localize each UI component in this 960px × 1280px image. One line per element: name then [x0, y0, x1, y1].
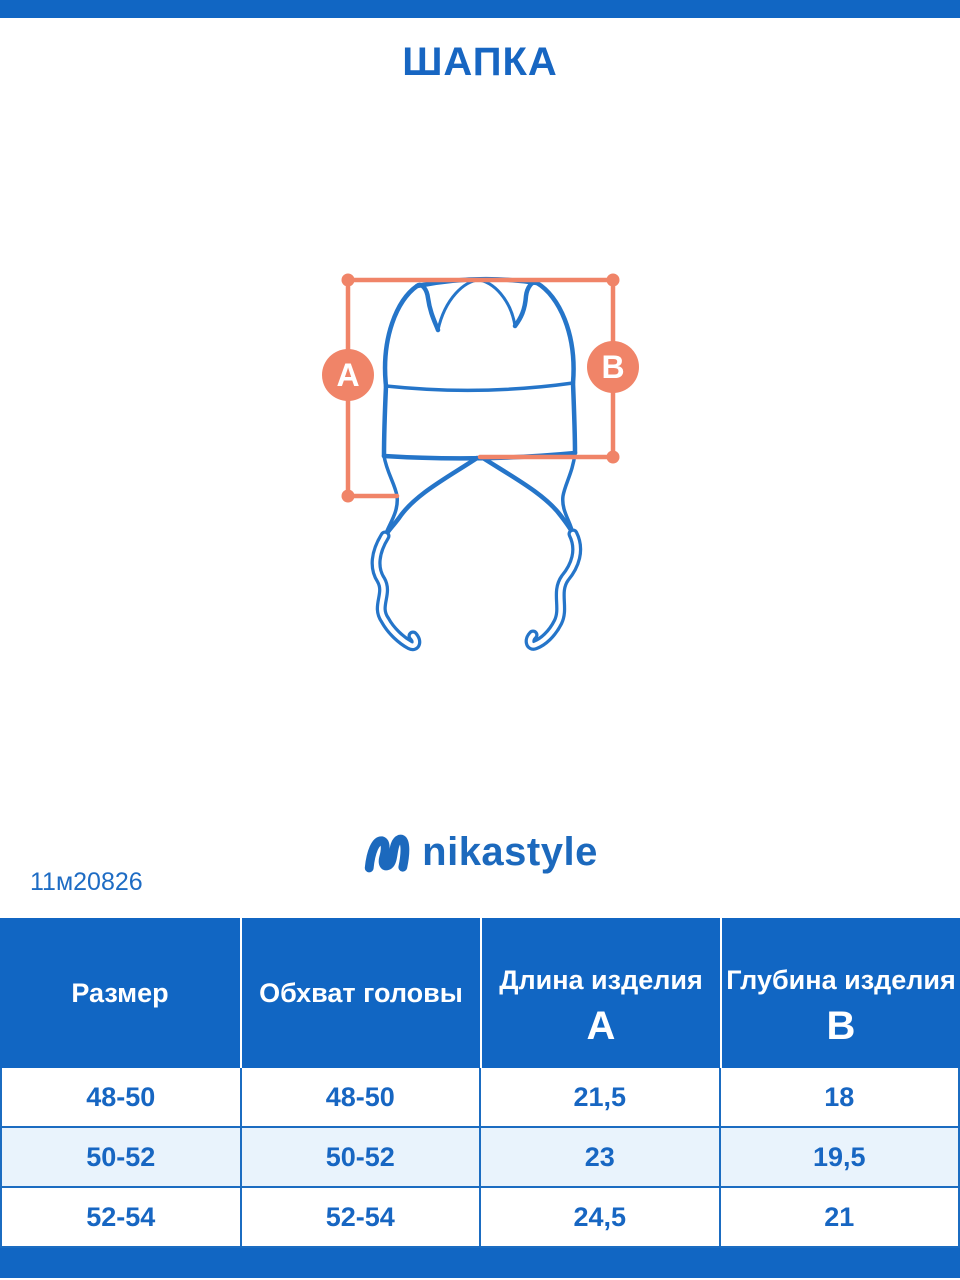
table-row — [2, 1068, 958, 1128]
cell-size: 52-54 — [86, 1201, 156, 1232]
column-header-head-circumference — [240, 918, 480, 1068]
size-table-header-row — [0, 918, 960, 1068]
column-header-label: Обхват головы — [259, 977, 463, 1008]
brand-logo — [0, 826, 960, 878]
cell-head-circumference: 52-54 — [240, 1188, 480, 1246]
nikastyle-logo-icon — [362, 830, 410, 874]
column-header-label: Глубина изделия — [726, 964, 956, 995]
column-header-depth-b — [720, 918, 960, 1068]
column-header-size — [0, 918, 240, 1068]
measure-label-b: B — [601, 349, 625, 385]
cell-head-circumference: 50-52 — [240, 1128, 480, 1186]
hat-ties — [376, 534, 577, 646]
measure-label-a: A — [336, 357, 360, 393]
cell-length-a: 24,5 — [479, 1188, 719, 1246]
cell-head-circumference: 48-50 — [240, 1068, 480, 1126]
cell-length-a: 23 — [479, 1128, 719, 1186]
measure-badge-b — [587, 341, 639, 393]
cell-depth-b: 21 — [719, 1188, 959, 1246]
page-title: ШАПКА — [402, 40, 558, 84]
measurement-dots — [342, 274, 620, 503]
cell-size: 50-52 — [86, 1141, 156, 1172]
column-header-letter-b: В — [826, 1003, 856, 1048]
size-table-body — [0, 1068, 960, 1248]
table-bottom-bar — [0, 1248, 960, 1278]
table-row — [2, 1128, 958, 1188]
size-table — [0, 918, 960, 1280]
table-row — [2, 1188, 958, 1248]
cell-depth-b: 19,5 — [719, 1128, 959, 1186]
product-code: 11м20826 — [30, 868, 143, 896]
column-header-length-a — [480, 918, 720, 1068]
hat-outline — [384, 279, 575, 536]
measure-badge-a — [322, 349, 374, 401]
hat-diagram — [315, 268, 665, 668]
column-header-label: Размер — [71, 977, 169, 1008]
column-header-letter-a: А — [586, 1003, 616, 1048]
cell-depth-b: 18 — [719, 1068, 959, 1126]
column-header-label: Длина изделия — [499, 964, 703, 995]
cell-length-a: 21,5 — [479, 1068, 719, 1126]
top-accent-bar — [0, 0, 960, 18]
brand-name: nikastyle — [422, 829, 598, 874]
cell-size: 48-50 — [86, 1081, 156, 1112]
